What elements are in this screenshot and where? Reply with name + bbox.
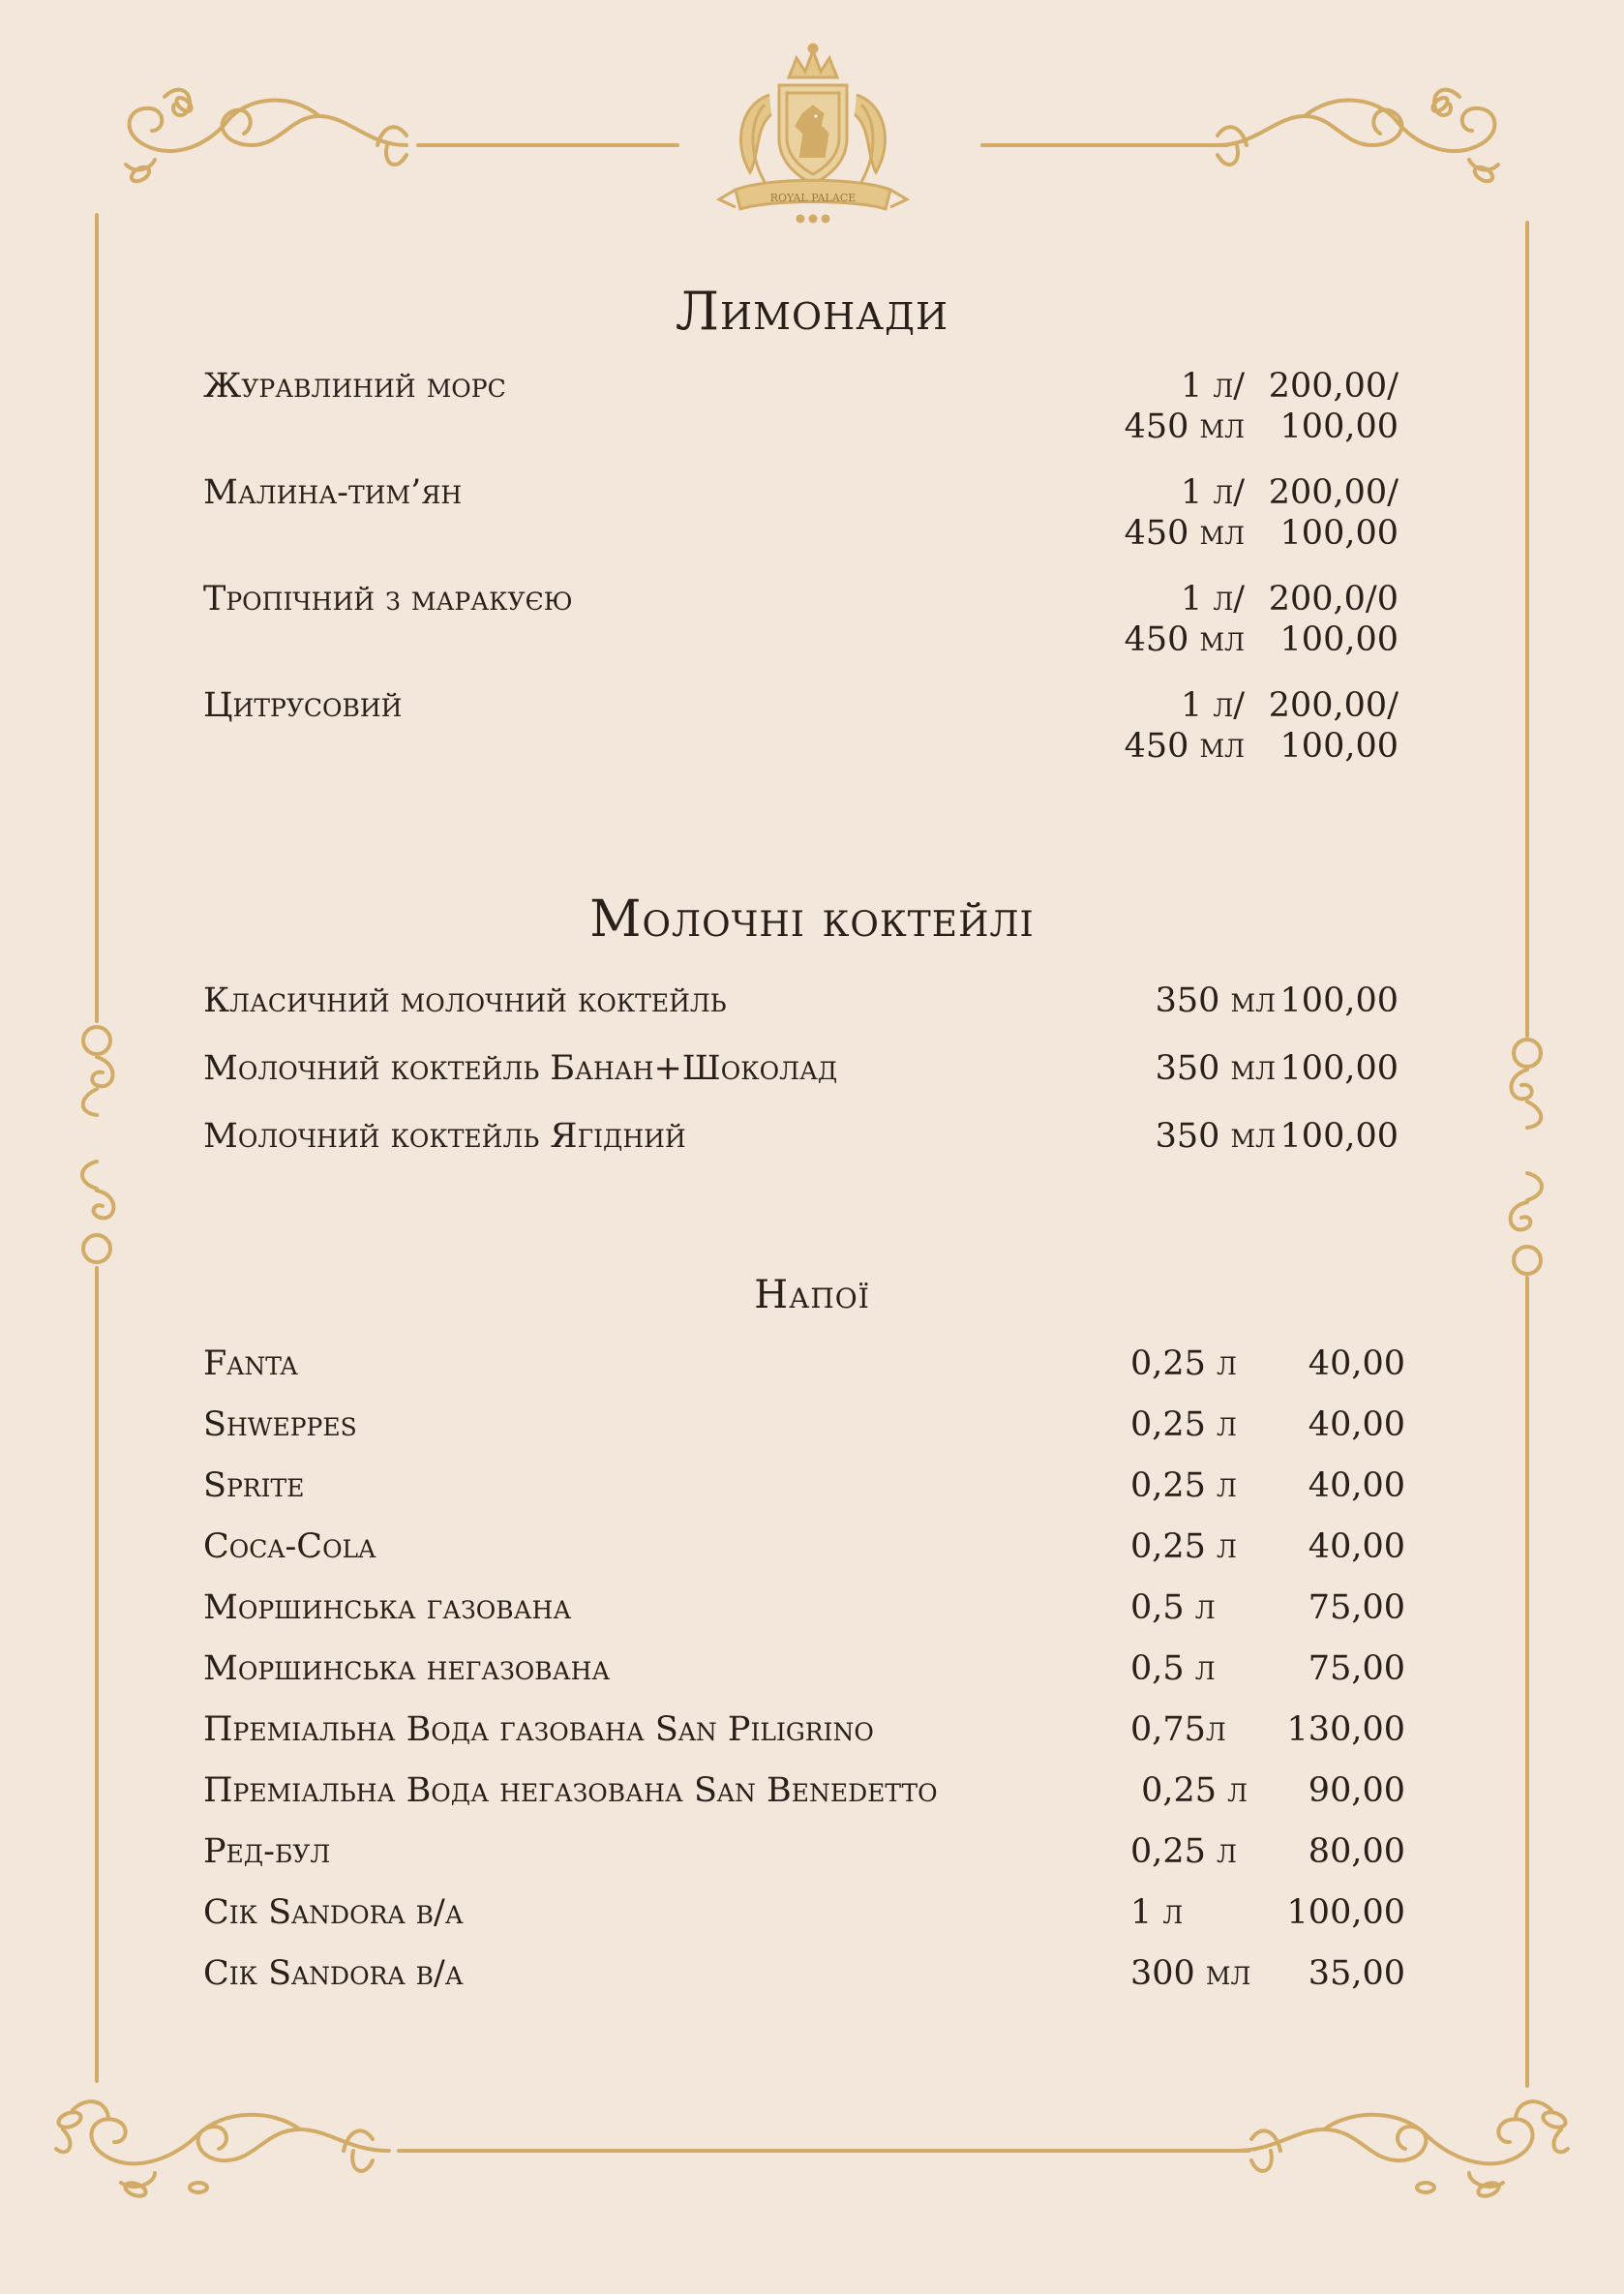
item-price: 90,00 [1308, 1771, 1405, 1810]
item-name: Преміальна Вода газована San Piligrino [203, 1710, 874, 1749]
item-price-2: 100,00 [1279, 727, 1398, 766]
flourish-top-left-icon [126, 90, 406, 185]
item-name: Sprite [203, 1466, 305, 1505]
item-price: 75,00 [1308, 1649, 1405, 1688]
item-name: Сік Sandora в/а [203, 1893, 464, 1932]
item-price: 75,00 [1308, 1588, 1405, 1627]
item-name: Сік Sandora в/а [203, 1954, 464, 1993]
item-volume-2: 450 мл [1124, 620, 1245, 659]
item-volume: 1 л/ [1180, 686, 1245, 725]
item-price: 200,00/ [1268, 686, 1398, 725]
item-price: 40,00 [1308, 1466, 1405, 1505]
item-volume: 0,75л [1130, 1710, 1226, 1749]
item-volume: 0,25 л [1130, 1405, 1237, 1444]
item-price: 100,00 [1286, 1893, 1405, 1932]
item-price: 130,00 [1286, 1710, 1405, 1749]
item-price: 40,00 [1308, 1405, 1405, 1444]
item-price-2: 100,00 [1279, 407, 1398, 446]
item-name: Coca-Cola [203, 1527, 376, 1566]
item-volume: 1 л/ [1180, 580, 1245, 619]
item-volume: 0,5 л [1130, 1649, 1216, 1688]
item-volume: 0,25 л [1130, 1344, 1237, 1383]
item-name: Тропічний з маракуєю [203, 580, 573, 619]
flourish-top-right-icon [1218, 90, 1498, 185]
item-price: 100,00 [1279, 1049, 1398, 1088]
item-volume: 0,25 л [1130, 1771, 1248, 1810]
item-volume: 1 л [1130, 1893, 1184, 1932]
item-volume: 350 мл [1155, 1049, 1276, 1088]
scroll-ornament-left-icon [82, 1027, 113, 1262]
item-price: 200,00/ [1268, 367, 1398, 406]
logo-text: ROYAL PALACE [769, 192, 857, 204]
item-price: 35,00 [1308, 1954, 1405, 1993]
item-volume-2: 450 мл [1124, 514, 1245, 553]
item-price: 80,00 [1308, 1832, 1405, 1871]
flourish-bottom-right-icon [1235, 2101, 1568, 2198]
item-price: 100,00 [1279, 1117, 1398, 1156]
item-name: Цитрусовий [203, 686, 403, 725]
item-price: 100,00 [1279, 981, 1398, 1020]
item-name: Ред-бул [203, 1832, 331, 1871]
item-volume-2: 450 мл [1124, 407, 1245, 446]
item-price: 200,0/0 [1268, 580, 1398, 619]
item-name: Класичний молочний коктейль [203, 981, 727, 1020]
item-name: Моршинська негазована [203, 1649, 611, 1688]
item-name: Молочний коктейль Ягідний [203, 1117, 686, 1156]
item-name: Журавлиний морс [203, 367, 506, 406]
item-volume: 0,5 л [1130, 1588, 1216, 1627]
item-name: Малина-тим’ян [203, 473, 463, 512]
item-price: 40,00 [1308, 1527, 1405, 1566]
item-volume: 0,25 л [1130, 1832, 1237, 1871]
item-name: Моршинська газована [203, 1588, 572, 1627]
flourish-bottom-left-icon [56, 2101, 389, 2198]
scroll-ornament-right-icon [1511, 1040, 1542, 1274]
section-title-lemonades: Лимонади [675, 281, 949, 342]
royal-crest-logo [711, 37, 915, 226]
item-volume: 0,25 л [1130, 1466, 1237, 1505]
item-price-2: 100,00 [1279, 514, 1398, 553]
item-volume: 1 л/ [1180, 473, 1245, 512]
item-name: Fanta [203, 1344, 298, 1383]
item-volume: 300 мл [1130, 1954, 1251, 1993]
item-volume: 350 мл [1155, 1117, 1276, 1156]
item-volume: 1 л/ [1180, 367, 1245, 406]
section-title-milkshakes: Молочні коктейлі [589, 890, 1035, 949]
item-price: 200,00/ [1268, 473, 1398, 512]
item-volume-2: 450 мл [1124, 727, 1245, 766]
item-name: Преміальна Вода негазована San Benedetto [203, 1771, 938, 1810]
item-price-2: 100,00 [1279, 620, 1398, 659]
item-price: 40,00 [1308, 1344, 1405, 1383]
section-title-drinks: Напої [754, 1273, 870, 1317]
item-name: Молочний коктейль Банан+Шоколад [203, 1049, 838, 1088]
item-volume: 350 мл [1155, 981, 1276, 1020]
item-name: Shweppes [203, 1405, 357, 1444]
item-volume: 0,25 л [1130, 1527, 1237, 1566]
